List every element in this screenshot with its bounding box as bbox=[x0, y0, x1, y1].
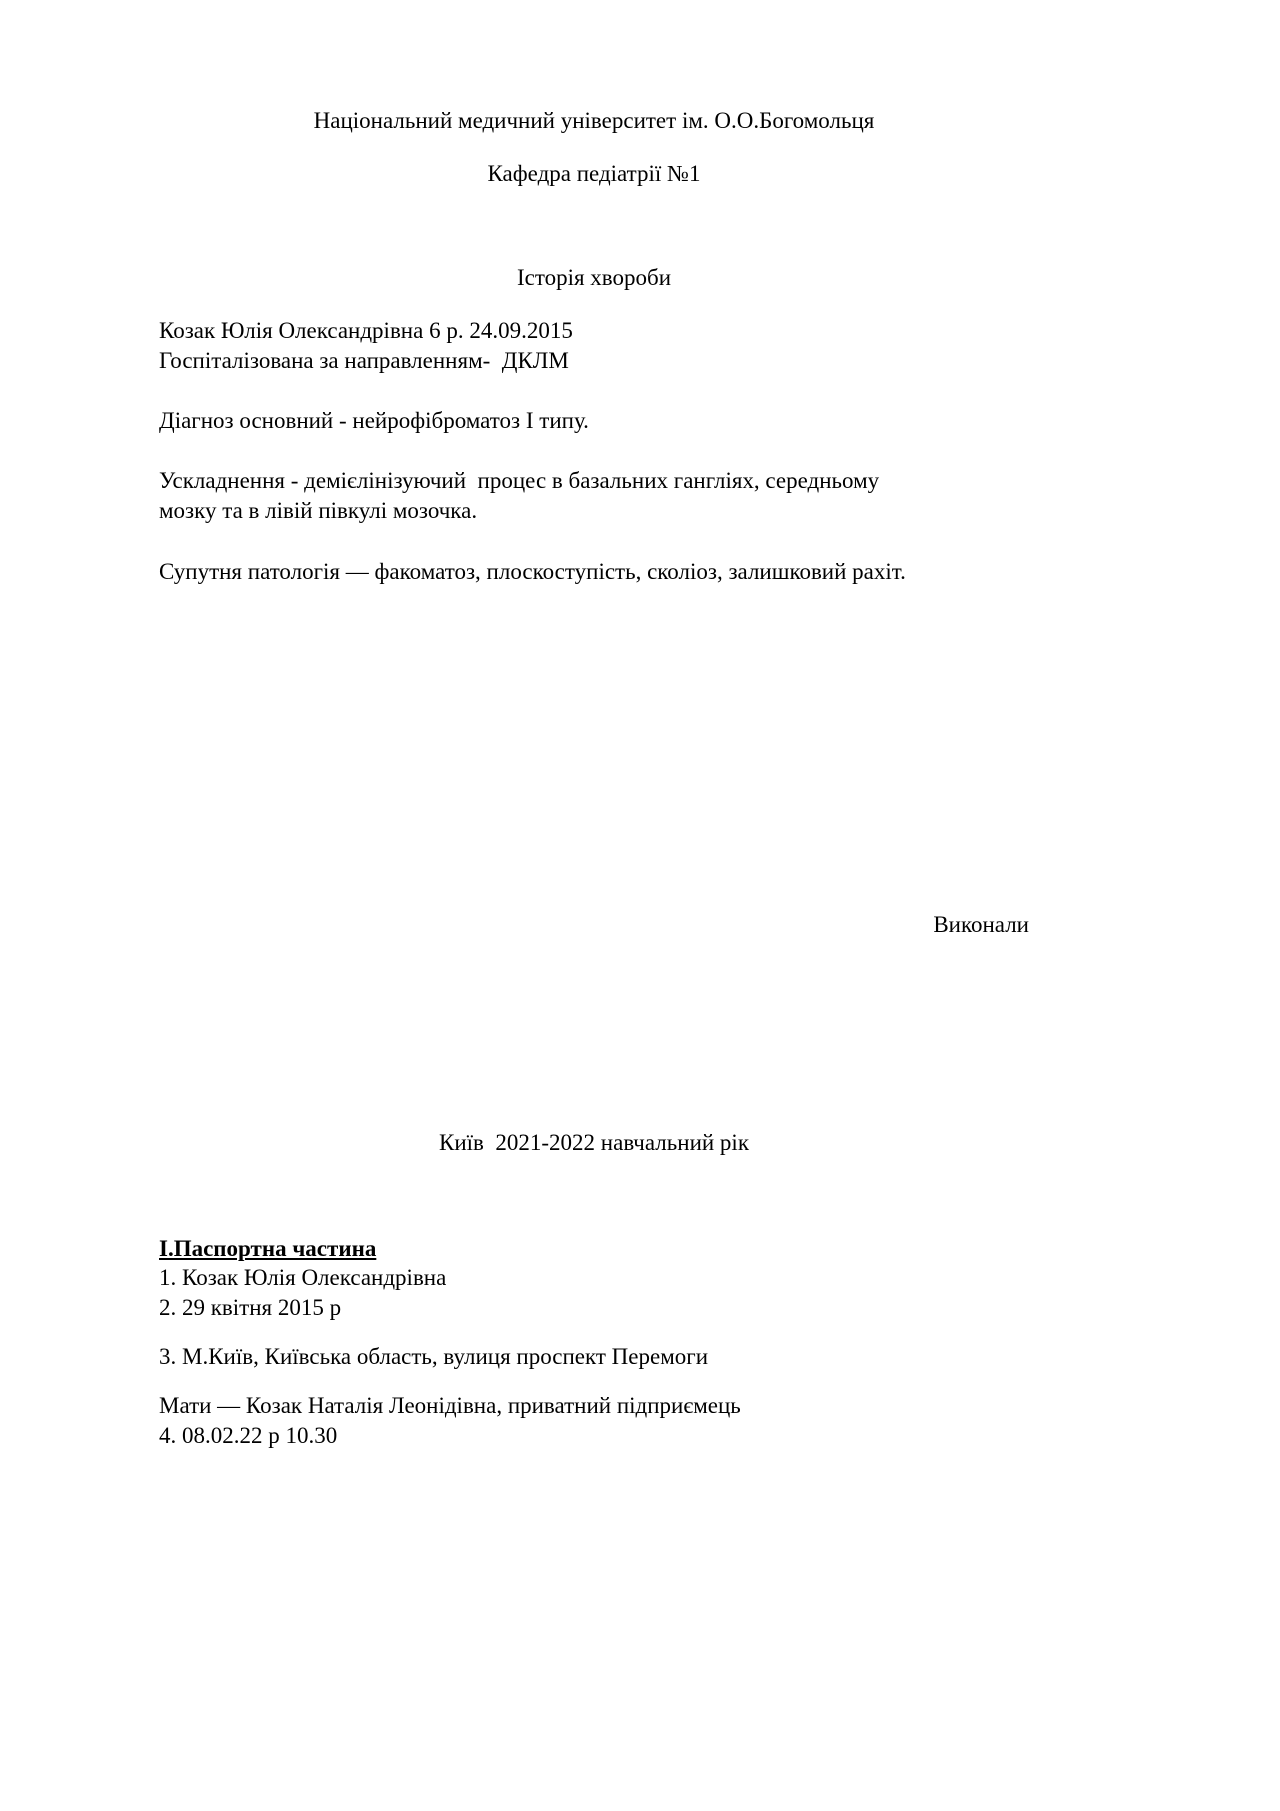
city-year: Київ 2021-2022 навчальний рік bbox=[439, 1130, 749, 1155]
passport-item: 4. 08.02.22 р 10.30 bbox=[159, 1423, 338, 1448]
passport-section-heading: І.Паспортна частина bbox=[159, 1236, 377, 1261]
comorbid-pathology: Супутня патологія — факоматоз, плоскоступість, сколіоз, залишковий рахіт. bbox=[159, 559, 906, 584]
complication-line-2: мозку та в лівій півкулі мозочка. bbox=[159, 498, 478, 523]
passport-item: 3. М.Київ, Київська область, вулиця проспект Перемоги bbox=[159, 1344, 709, 1369]
main-diagnosis: Діагноз основний - нейрофіброматоз І типу. bbox=[159, 408, 589, 433]
document-title: Історія хвороби bbox=[516, 265, 672, 290]
patient-name-line: Козак Юлія Олександрівна 6 р. 24.09.2015 bbox=[159, 318, 573, 343]
referral-line: Госпіталізована за направленням- ДКЛМ bbox=[159, 348, 569, 373]
university-name: Національний медичний університет ім. О.О.Богомольця bbox=[313, 108, 875, 133]
passport-item: 1. Козак Юлія Олександрівна bbox=[159, 1265, 447, 1290]
complication-line-1: Ускладнення - демієлінізуючий процес в базальних гангліях, середньому bbox=[159, 468, 880, 493]
performed-by-label: Виконали bbox=[933, 912, 1029, 937]
passport-item: Мати — Козак Наталія Леонідівна, приватний підприємець bbox=[159, 1393, 741, 1418]
passport-item: 2. 29 квітня 2015 р bbox=[159, 1295, 342, 1320]
department-name: Кафедра педіатрії №1 bbox=[487, 161, 701, 186]
